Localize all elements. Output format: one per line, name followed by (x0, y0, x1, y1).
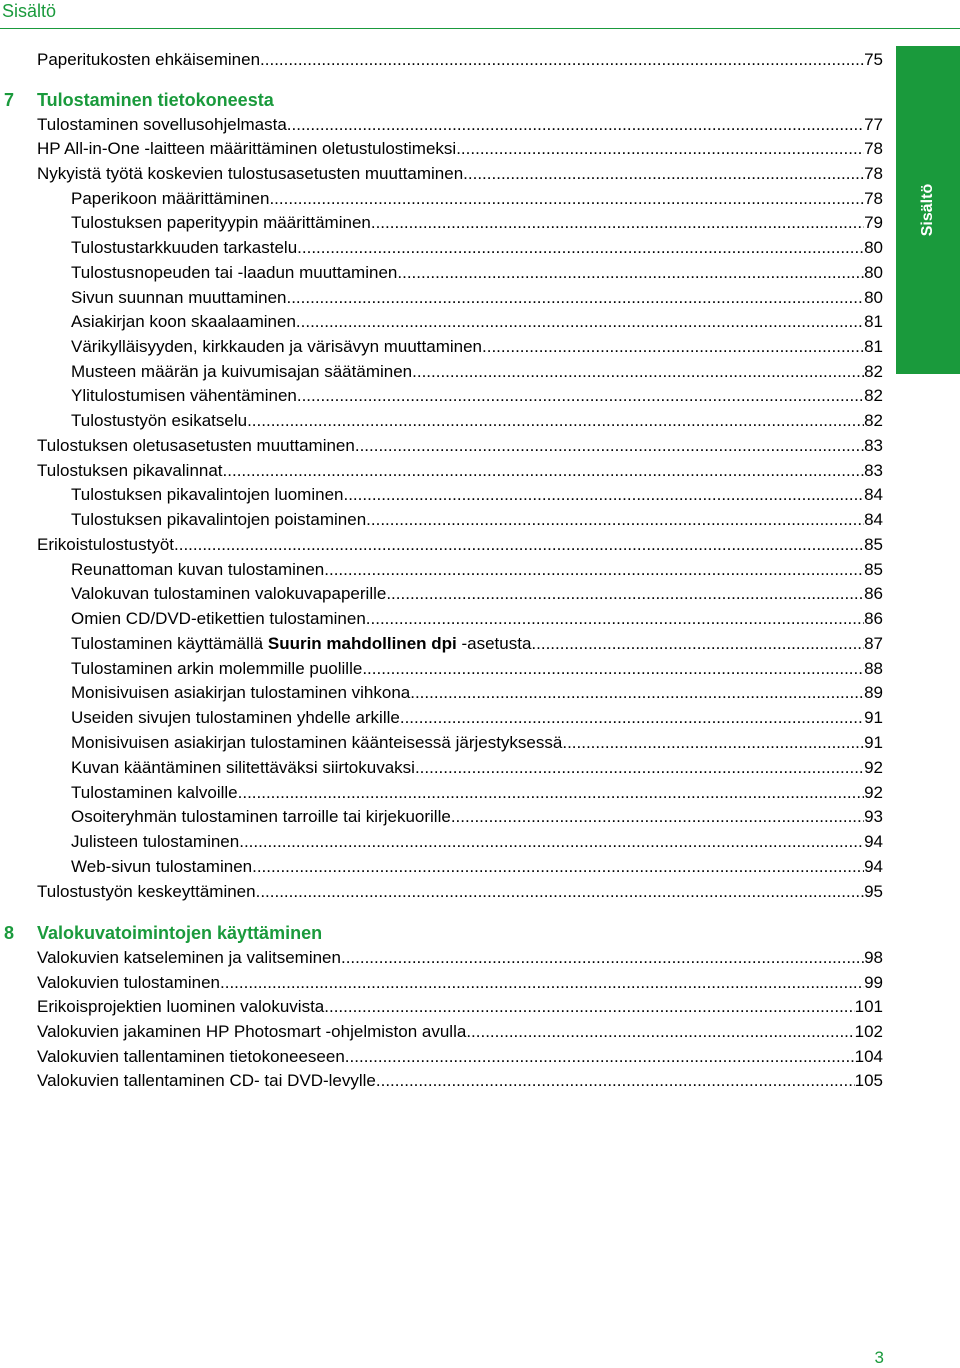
chapter-title: Valokuvatoimintojen käyttäminen (37, 923, 323, 943)
toc-entry-title: Tulostaminen sovellusohjelmasta (37, 115, 287, 134)
toc-entry-title: HP All-in-One -laitteen määrittäminen oletustulostimeksi (37, 139, 457, 158)
toc-subentry[interactable] (71, 559, 883, 581)
toc-subentry[interactable] (71, 237, 883, 259)
toc-entry-page: 84 (864, 485, 883, 504)
toc-entry-title: Kuvan kääntäminen silitettäväksi siirtokuvaksi (71, 758, 415, 777)
toc-entry[interactable] (37, 138, 883, 160)
toc-entry-title: Musteen määrän ja kuivumisajan säätäminen (71, 362, 413, 381)
toc-entry-title: Sivun suunnan muuttaminen (71, 288, 287, 307)
toc-subentry[interactable] (71, 188, 883, 210)
toc-entry-page: 80 (864, 238, 883, 257)
page-number: 3 (874, 1348, 884, 1367)
toc-entry-page: 93 (864, 807, 883, 826)
chapter-title: Tulostaminen tietokoneesta (37, 90, 274, 110)
toc-subentry[interactable] (71, 732, 883, 754)
toc-entry-page: 78 (864, 139, 883, 158)
toc-subentry[interactable] (71, 336, 883, 358)
header-rule (0, 28, 960, 29)
toc-entry-page: 82 (864, 386, 883, 405)
toc-subentry[interactable] (71, 287, 883, 309)
toc-entry-title-part: Tulostaminen käyttämällä (71, 634, 268, 653)
toc-entry-title (71, 633, 531, 655)
toc-entry-title: Julisteen tulostaminen (71, 832, 240, 851)
toc-entry-page: 78 (864, 189, 883, 208)
toc-entry-title: Tulostuksen paperityypin määrittäminen (71, 213, 371, 232)
toc-entry-page: 78 (864, 164, 883, 183)
toc-entry-title: Valokuvan tulostaminen valokuvapaperille (71, 584, 387, 603)
toc-entry-title: Tulostustarkkuuden tarkastelu (71, 238, 298, 257)
toc-entry-title: Tulostuksen oletusasetusten muuttaminen (37, 436, 355, 455)
toc-entry-title: Asiakirjan koon skaalaaminen (71, 312, 296, 331)
toc-entry[interactable] (37, 972, 883, 994)
toc-entry-title: Valokuvien tallentaminen CD- tai DVD-levylle (37, 1071, 376, 1090)
toc-entry-page: 87 (864, 634, 883, 653)
side-tab-label: Sisältö (919, 183, 936, 237)
toc-subentry[interactable] (71, 583, 883, 605)
toc-subentry[interactable] (71, 509, 883, 531)
running-header: Sisältö (2, 1, 57, 21)
toc-entry-page: 89 (864, 683, 883, 702)
toc-entry[interactable] (37, 947, 883, 969)
toc-subentry[interactable] (71, 658, 883, 680)
toc-subentry[interactable] (71, 757, 883, 779)
toc-entry-title: Paperikoon määrittäminen (71, 189, 270, 208)
toc-subentry[interactable] (71, 262, 883, 284)
toc-subentry[interactable] (71, 410, 883, 432)
toc-entry-page: 94 (864, 832, 883, 851)
chapter-number: 8 (4, 923, 15, 943)
toc-entry-title: Omien CD/DVD-etikettien tulostaminen (71, 609, 366, 628)
toc-subentry[interactable] (71, 782, 883, 804)
toc-entry-page: 82 (864, 362, 883, 381)
toc-subentry[interactable] (71, 484, 883, 506)
toc-entry-title: Tulostuksen pikavalintojen poistaminen (71, 510, 367, 529)
toc-entry[interactable] (37, 49, 883, 71)
toc-entry-title: Monisivuisen asiakirjan tulostaminen vihkona (71, 683, 411, 702)
toc-entry[interactable] (37, 996, 883, 1018)
toc-entry-page: 86 (864, 609, 883, 628)
setting-name-bold: Suurin mahdollinen dpi (267, 634, 457, 653)
toc-entry-page: 84 (864, 510, 883, 529)
toc-entry-page: 85 (864, 560, 883, 579)
toc-entry-page: 99 (864, 973, 883, 992)
toc-entry-title: Tulostusnopeuden tai -laadun muuttaminen (71, 263, 398, 282)
toc-entry-page: 81 (864, 312, 883, 331)
toc-entry-title: Reunattoman kuvan tulostaminen (71, 560, 325, 579)
toc-subentry[interactable] (71, 633, 883, 655)
toc-entry-page: 91 (864, 733, 883, 752)
toc-entry-page: 79 (864, 213, 883, 232)
toc-subentry[interactable] (71, 212, 883, 234)
toc-entry[interactable] (37, 435, 883, 457)
toc-entry[interactable] (37, 881, 883, 903)
toc-entry-page: 80 (864, 263, 883, 282)
toc-subentry[interactable] (71, 682, 883, 704)
toc-entry-title: Ylitulostumisen vähentäminen (71, 386, 297, 405)
toc-entry-title: Osoiteryhmän tulostaminen tarroille tai kirjekuorille (71, 807, 451, 826)
toc-entry-title: Valokuvien katseleminen ja valitseminen (37, 948, 341, 967)
toc-entry-page: 77 (864, 115, 883, 134)
toc-subentry[interactable] (71, 806, 883, 828)
toc-entry-page: 98 (864, 948, 883, 967)
toc-entry-title: Erikoisprojektien luominen valokuvista (37, 997, 325, 1016)
toc-entry-page: 102 (854, 1022, 883, 1041)
chapter-number: 7 (4, 90, 15, 110)
toc-entry[interactable] (37, 534, 883, 556)
toc-entry-page: 92 (864, 758, 883, 777)
section-side-tab (896, 46, 960, 374)
toc-entry-page: 92 (864, 783, 883, 802)
toc-entry[interactable] (37, 1070, 883, 1092)
toc-entry-page: 83 (864, 461, 883, 480)
toc-entry-title: Useiden sivujen tulostaminen yhdelle arkille (71, 708, 400, 727)
toc-entry-page: 83 (864, 436, 883, 455)
toc-entry-page: 94 (864, 857, 883, 876)
toc-entry-title: Paperitukosten ehkäiseminen (37, 50, 261, 69)
toc-entry[interactable] (37, 1046, 883, 1068)
toc-entry-title: Tulostuksen pikavalintojen luominen (71, 485, 344, 504)
toc-entry-page: 105 (854, 1071, 883, 1090)
toc-entry-title: Tulostustyön esikatselu (71, 411, 248, 430)
toc-subentry[interactable] (71, 361, 883, 383)
toc-entry-title: Tulostustyön keskeyttäminen (37, 882, 256, 901)
toc-entry-page: 104 (854, 1047, 883, 1066)
toc-entry-page: 86 (864, 584, 883, 603)
toc-entry-title: Tulostaminen arkin molemmille puolille (71, 659, 363, 678)
toc-entry-page: 82 (864, 411, 883, 430)
toc-entry-title: Valokuvien jakaminen HP Photosmart -ohjelmiston avulla (37, 1022, 467, 1041)
toc-entry-title: Valokuvien tallentaminen tietokoneeseen (37, 1047, 345, 1066)
toc-subentry[interactable] (71, 707, 883, 729)
toc-entry[interactable] (37, 163, 883, 185)
toc-subentry[interactable] (71, 311, 883, 333)
toc-subentry[interactable] (71, 608, 883, 630)
toc-subentry[interactable] (71, 856, 883, 878)
toc-entry-title: Tulostuksen pikavalinnat (37, 461, 223, 480)
toc-entry-title: Monisivuisen asiakirjan tulostaminen käänteisessä järjestyksessä (71, 733, 563, 752)
toc-entry-page: 81 (864, 337, 883, 356)
toc-entry-title: Web-sivun tulostaminen (71, 857, 253, 876)
toc-entry-title: Valokuvien tulostaminen (37, 973, 221, 992)
toc-entry[interactable] (37, 1021, 883, 1043)
toc-subentry[interactable] (71, 385, 883, 407)
toc-subentry[interactable] (71, 831, 883, 853)
toc-entry[interactable] (37, 114, 883, 136)
toc-entry-title: Värikylläisyyden, kirkkauden ja värisävyn muuttaminen (71, 337, 483, 356)
toc-entry-page: 91 (864, 708, 883, 727)
toc-entry-page: 85 (864, 535, 883, 554)
toc-entry-page: 101 (854, 997, 883, 1016)
toc-entry-title: Nykyistä työtä koskevien tulostusasetusten muuttaminen (37, 164, 464, 183)
toc-entry-page: 75 (864, 50, 883, 69)
toc-entry[interactable] (37, 460, 883, 482)
toc-entry-title: Erikoistulostustyöt (37, 535, 174, 554)
toc-entry-title-part: -asetusta (456, 634, 532, 653)
toc-entry-page: 80 (864, 288, 883, 307)
toc-entry-page: 88 (864, 659, 883, 678)
toc-entry-title: Tulostaminen kalvoille (71, 783, 238, 802)
toc-entry-page: 95 (864, 882, 883, 901)
